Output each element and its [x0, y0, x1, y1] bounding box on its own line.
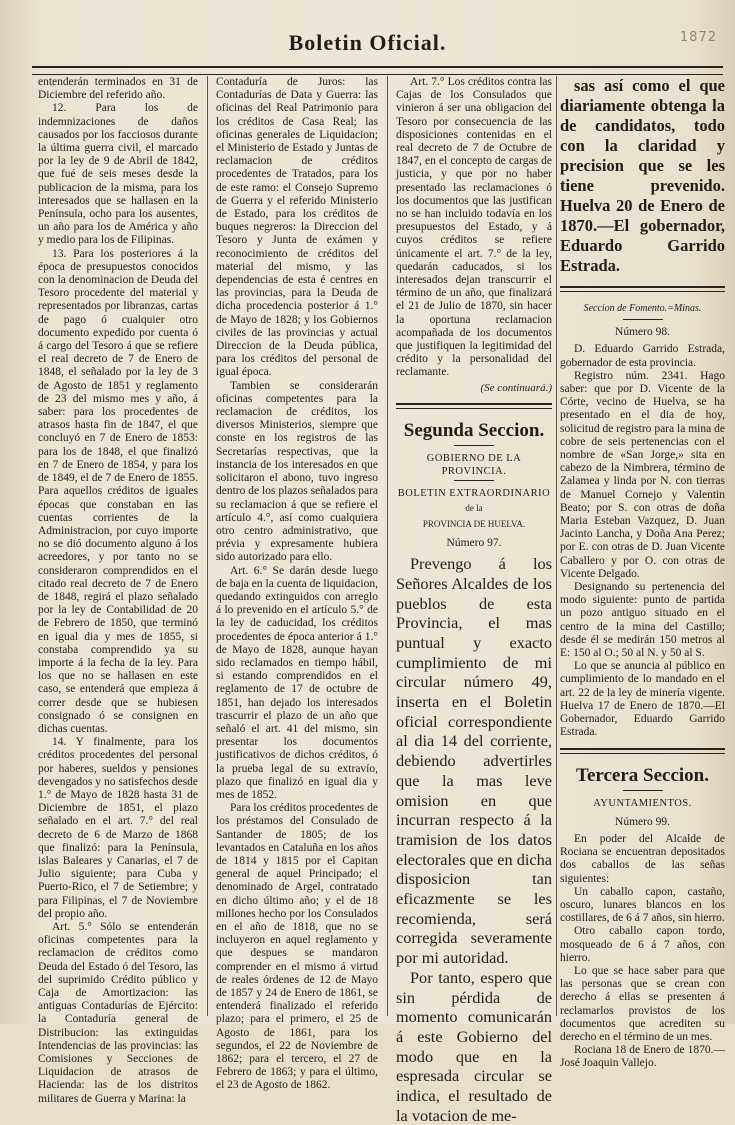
column-1 [38, 76, 198, 1105]
numero-97: Número 97. [446, 536, 502, 549]
paragraph: entenderán terminados en 31 de Diciembre del referido año. [38, 76, 198, 102]
paragraph: D. Eduardo Garrido Estrada, gobernador de esta provincia. [560, 343, 725, 369]
section-rule [560, 286, 725, 292]
header-rule [32, 66, 723, 75]
section-title-segunda: Segunda Seccion. [403, 419, 545, 441]
paragraph: Art. 6.° Se darán desde luego de baja en la cuenta de liquidacion, quedando extinguidos con arreglo á lo prevenido en el artículo 5.° de la ley de caducidad, los créditos procedentes de época anterior á 1.° de Mayo de 1828, aunque hayan sido reclamados en tiempo hábil, si estando comprendidos en el reglamento de 17 de octubre de 1851, han dejado los interesados trascurrir el plazo de un año que señaló el art. 41 del mismo, sin presentar los documentos justificativos de dichos créditos, ó la prueba legal de su extravío, plazo que finalizó en igual dia y mes de 1852. [216, 564, 378, 801]
column-divider [556, 76, 557, 1016]
circular-text-2: Por tanto, espero que sin pérdida de momento comunicarán á este Gobierno del modo que en la espresada circular se indica, el resultado de la votacion de me- [396, 967, 552, 1125]
seccion-fomento-heading: Seccion de Fomento.=Minas. [583, 303, 702, 314]
gobierno-heading: GOBIERNO DE LA PROVINCIA. [426, 452, 522, 478]
provincia-heading: PROVINCIA DE HUELVA. [422, 518, 526, 529]
paragraph: En poder del Alcalde de Rociana se encuentran depositados dos caballos de las señas siguientes: [560, 832, 725, 885]
paragraph: Rociana 18 de Enero de 1870.—José Joaquin Vallejo. [560, 1044, 725, 1070]
de-la-label: de la [465, 503, 483, 514]
numero-98: Número 98. [615, 326, 670, 339]
section-title-tercera: Tercera Seccion. [576, 764, 709, 786]
column-2 [216, 76, 378, 1092]
paragraph: Tambien se considerarán oficinas competentes para la reclamacion de créditos, los diversos Ministerios, siempre que conste en los registros de las Secretarías respectivas, que la instancia de los interesados en que solicitaron el abono, tuvo ingreso dentro de los plazos señalados para su reclamacion á que se refiere el artículo 4.°, así como cualquiera otro centro administrativo, que prévia y expresamente hubiera sido autorizado para ello. [216, 379, 378, 564]
column-divider [387, 76, 388, 1016]
column-divider [207, 76, 208, 1016]
ornament-rule [623, 319, 663, 320]
numero-99: Número 99. [615, 815, 670, 828]
ornament-rule [454, 480, 494, 481]
paragraph: Otro caballo capon tordo, mosqueado de 6 á 7 años, con hierro. [560, 925, 725, 964]
ayuntamientos-heading: AYUNTAMIENTOS. [593, 797, 692, 809]
paragraph: Registro núm. 2341. Hago saber: que por D. Vicente de la Córte, vecino de Huelva, se ha presentado en el dia de hoy, solicitud de registro para la mina de cobre de seis pertenencias con el nombre de «San Jorge,» sita en cabezo de la Nimbrera, término de Zalamea y linda por N. con tierras de Manuel Cornejo y Valentin Beato; por S. con otras de doña Maria Esteban Vazquez, D. Juan Jacinto Lancha, y Doña Ana Perez; por E. con otras de D. Juan Vicente Caballero y por O. con otras de Vicente Delgado. [560, 369, 725, 580]
circular-text: Prevengo á los Señores Alcaldes de los pueblos de esta Provincia, el mas puntual y exacto cumplimiento de mi circular número 49, inserta en el Boletin oficial correspondiente al dia 14 del corriente, debiendo advertirles que la mas leve omision en que incurran respecto á la tramision de los datos electorales que en dicha disposicion tan eficazmente se les recomienda, será corregida severamente por mi autoridad. [396, 554, 552, 968]
paragraph: 14. Y finalmente, para los créditos procedentes del personal por haberes, sueldos y pensiones devengados y no satisfechos desde 1.° de Mayo de 1828 hasta 31 de Diciembre de 1851, el plazo señalado en el art. 7.° del real decreto de 6 de Marzo de 1868 que finalizó: para la Península, islas Baleares y Canarias, el 7 de Julio siguiente; para Cuba y Puerto-Rico, el 7 de Setiembre; y para Filipinas, el 7 de Noviembre del propio año. [38, 736, 198, 920]
column-4 [560, 76, 725, 1070]
masthead-title: Boletin Oficial. [288, 30, 447, 55]
ornament-rule [623, 790, 663, 791]
boletin-extra-heading: BOLETIN EXTRAORDINARIO [397, 488, 551, 500]
paragraph: 12. Para los de indemnizaciones de daños causados por los facciosos durante la última guerra civil, el marcado por la ley de 9 de Abril de 1842, que fué de seis meses desde la publicacion de la misma, para los interesados que se hallasen en la Península, ocho para los ausentes, un año para los de América y año y medio para los de Filipinas. [38, 102, 198, 247]
paragraph: Art. 5.° Sólo se entenderán oficinas competentes para la reclamacion de créditos como Deuda del Estado ó del Tesoro, las del suprimido Crédito público y Caja de Amortizacion: las antiguas Contadurías de Ejército: la Contaduría general de Distribucion: las extinguidas Intendencias de las provincias: las Comisiones y Secciones de Liquidacion de atrasos de Hacienda: las de los distritos militares de Guerra y Marina: la [38, 921, 198, 1105]
paragraph: Para los créditos procedentes de los préstamos del Consulado de Santander de 1805; de los levantados en Cataluña en los años de 1814 y 1815 por el Capitan general de aquel Principado; el denominado de Argel, contratado en dicho último año; y el de 18 millones hecho por los Consulados en el año de 1818, que no se incluyeron en aquel reglamento y que despues se mandaron comprender en el mismo á virtud de reales órdenes de 12 de Mayo de 1857 y 24 de Enero de 1861, se entenderá finalizado el referido plazo; para el primero, el 25 de Agosto de 1861, para los segundos, el 22 de Noviembre de 1862; para el tercero, el 27 de Febrero de 1863; y para el último, el 23 de Agosto de 1862. [216, 802, 378, 1092]
paragraph: 13. Para los posteriores á la época de presupuestos conocidos con la denominacion de Deuda del Tesoro procedente del material y representados por libranzas, cartas de pago ó cualquier otro documento expedido por cuenta ó á cargo del Tesoro á que se refiere el real decreto de 7 de Enero de 1848, el señalado por la ley de 3 de Agosto de 1851 y reglamento de 23 del mismo mes y año, á saber: para los procedentes de atrasos hasta fin de 1847, el que concluyó en 7 de Enero de 1853: para los de 1848, el que finalizó en 7 de Enero de 1854, y para los de 1849, el de 7 de Enero de 1855. Para aquellos créditos de iguales épocas que constaban en las cuentas corrientes de la Administracion, por cuyo importe no se dió documento alguno á los acreedores, y por tanto no se consideraron comprendidos en el citado real decreto de 7 de Enero de 1848, regirá el plazo señalado por la ley de Contabilidad de 20 de Febrero de 1850, que terminó en igual dia y mes de 1855, si constaba comprendido ya su importe á la fecha de la ley. Para los que no se hallasen en este caso, se entenderá que empieza á correr desde que se hubiesen consignado ó se consignen en dichas cuentas. [38, 247, 198, 735]
paragraph: Art. 7.° Los créditos contra las Cajas de los Consulados que vinieron á ser una obligacion del Tesoro por consecuencia de las disposiciones contenidas en el real decreto de 7 de Octubre de 1847, en el concepto de cargas de justicia, y que por no haber presentado las reclamaciones ó los documentos que las justifican no se han incluido todavía en los presupuestos del Estado, y á cuyos créditos se refiere únicamente el art. 7.° de la ley, quedarán caducados, si los interesados dejan transcurrir el término de un año, que finalizará el 21 de Julio de 1870, sin hacer la oportuna reclamacion acompañada de los documentos que justifiquen la legitimidad del crédito y la personalidad del reclamante. [396, 76, 552, 379]
paragraph: Lo que se hace saber para que las personas que se crean con derecho á ellas se presenten á reclamarlos provistos de los documentos que acrediten su derecho en el término de un mes. [560, 964, 725, 1043]
corner-number: 1872 [679, 30, 717, 45]
circular-continuation: sas así como el que diariamente obtenga la de candidatos, todo con la claridad y precision que se les tiene prevenido. Huelva 20 de Enero de 1870.—El gobernador, Eduardo Garrido Estrada. [560, 76, 725, 275]
paragraph: Contaduría de Juros: las Contadurías de Data y Guerra: las oficinas del Real Patrimonio para los créditos de Casa Real; las oficinas generales de Liquidacion; el Ministerio de Estado y Juntas de reclamacion de créditos procedentes de Tratados, para los de este ramo: el Consejo Supremo de Guerra y el referido Ministerio de Estado, para los créditos de buques negreros: la Direccion del Tesoro y Junta de exámen y reconocimiento de créditos del material del mismo, y las dependencias de esta é centres en las provincias, para la Deuda de dicha procedencia posterior á 1.° de Mayo de 1828; y los Gobiernos civiles de las provincias y actual Direccion de la Deuda pública, para los créditos del personal de igual época. [216, 76, 378, 379]
section-rule [396, 403, 552, 409]
ornament-rule [454, 445, 494, 446]
continued-note: (Se continuará.) [480, 381, 552, 394]
paragraph: Lo que se anuncia al público en cumplimiento de lo mandado en el art. 22 de la ley de minería vigente. Huelva 17 de Enero de 1870.—El Gobernador, Eduardo Garrido Estrada. [560, 660, 725, 739]
column-3 [396, 76, 552, 1125]
paragraph: Designando su pertenencia del modo siguiente: punto de partida un pozo antiguo situado en el centro de la mina del Castillo; desde él se medirán 150 metros al E: 150 al O.; 50 al N. y 50 al S. [560, 581, 725, 660]
section-rule [560, 748, 725, 754]
paragraph: Un caballo capon, castaño, oscuro, lunares blancos en los costillares, de 6 á 7 años, sin hierro. [560, 885, 725, 925]
